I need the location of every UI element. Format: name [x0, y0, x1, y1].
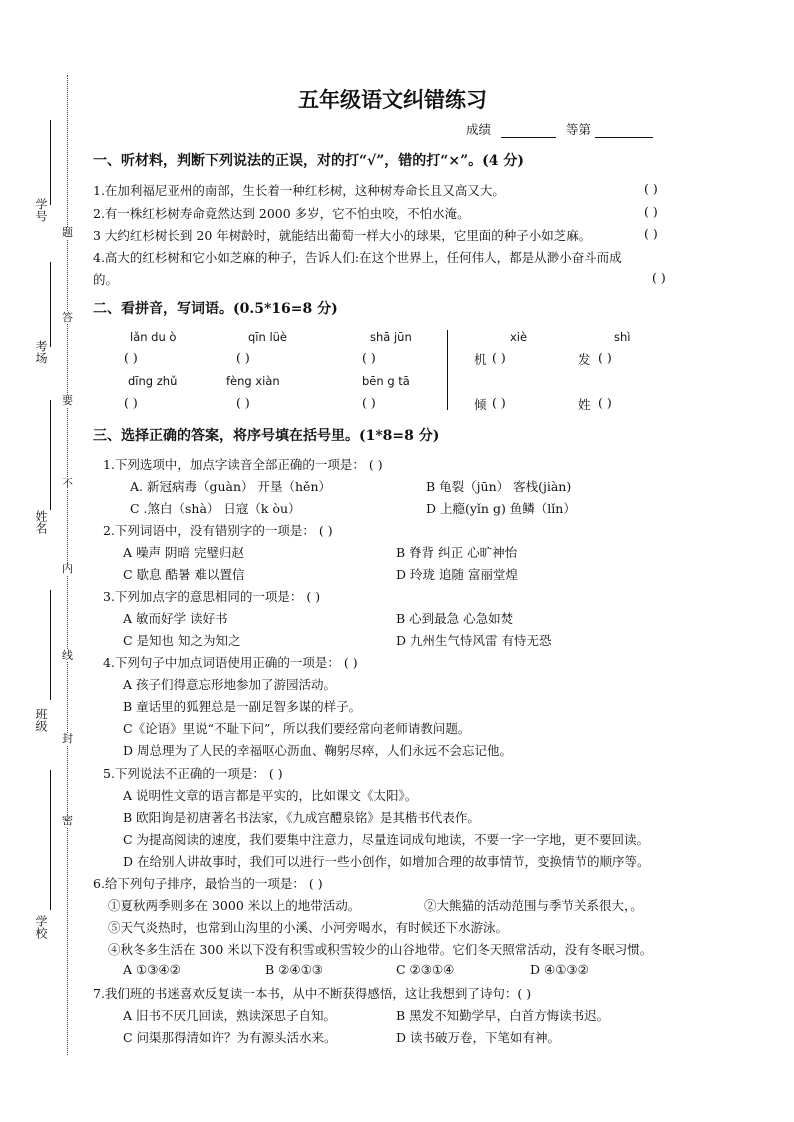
pinyin: bēn g tā	[362, 374, 410, 388]
s1-item: 3 大约红杉树长到 20 年树龄时，就能结出葡萄一样大小的球果，它里面的种子小如芝麻。	[93, 228, 592, 243]
char-label: 倾	[474, 397, 487, 412]
s1-answer-paren[interactable]: ( )	[652, 270, 666, 285]
answer-blank[interactable]: ( )	[362, 350, 376, 365]
q7-option-a[interactable]: A 旧书不厌几回读，熟读深思子自知。	[123, 1008, 337, 1023]
q4-option-d[interactable]: D 周总理为了人民的幸福呕心沥血、鞠躬尽瘁，人们永远不会忘记他。	[123, 743, 512, 758]
q2-option-b[interactable]: B 脊背 纠正 心旷神怡	[396, 545, 518, 560]
section-1-heading: 一、听材料，判断下列说法的正误，对的打“√”，错的打“×”。(4 分)	[93, 153, 525, 169]
seal-char: 线	[62, 649, 73, 662]
seal-char: 封	[62, 732, 73, 745]
q6-sentence: ⑤天气炎热时，也常到山沟里的小溪、小河旁喝水，有时候还下水游泳。	[108, 920, 509, 935]
q3-option-b[interactable]: B 心到最急 心急如焚	[396, 611, 514, 626]
answer-blank[interactable]: ( )	[492, 395, 506, 410]
s1-answer-paren[interactable]: ( )	[644, 204, 658, 219]
question-7: 7.我们班的书迷喜欢反复读一本书，从中不断获得感悟，这让我想到了诗句：( )	[93, 986, 532, 1001]
q4-option-b[interactable]: B 童话里的狐狸总是一副足智多谋的样子。	[123, 699, 362, 714]
pinyin: fèng xiàn	[226, 374, 280, 388]
char-label: 姓	[578, 397, 591, 412]
s1-answer-paren[interactable]: ( )	[644, 181, 658, 196]
exam-room-label: 考场	[34, 340, 48, 364]
question-6: 6.给下列句子排序，最恰当的一项是： ( )	[93, 876, 323, 891]
q3-option-a[interactable]: A 敏而好学 读好书	[123, 611, 228, 626]
s1-answer-paren[interactable]: ( )	[644, 226, 658, 241]
q5-option-b[interactable]: B 欧阳询是初唐著名书法家，《九成宫醴泉铭》是其楷书代表作。	[123, 810, 480, 825]
q2-option-c[interactable]: C 歇息 酷暑 难以置信	[123, 567, 245, 582]
q4-option-a[interactable]: A 孩子们得意忘形地参加了游园活动。	[123, 677, 337, 692]
rank-label: 等第	[565, 122, 591, 137]
score-field	[466, 120, 653, 138]
pinyin: lǎn du ò	[130, 330, 177, 344]
q2-option-a[interactable]: A 噪声 阴暗 完璧归赵	[123, 545, 244, 560]
class-line	[50, 590, 51, 700]
rank-blank[interactable]	[595, 123, 653, 138]
seal-char: 答	[62, 311, 73, 324]
q6-option-b[interactable]: B ②④①③	[265, 962, 323, 977]
q3-option-c[interactable]: C 是知也 知之为知之	[123, 633, 241, 648]
answer-blank[interactable]: ( )	[124, 395, 138, 410]
q5-option-d[interactable]: D 在给别人讲故事时，我们可以进行一些小创作，如增加合理的故事情节，变换情节的顺序等。	[123, 854, 650, 869]
answer-blank[interactable]: ( )	[124, 350, 138, 365]
seal-char: 要	[62, 394, 73, 407]
column-separator	[447, 330, 448, 410]
school-line	[50, 770, 51, 910]
s1-item: 的。	[93, 272, 119, 287]
pinyin: xiè	[510, 330, 528, 344]
page-title: 五年级语文纠错练习	[298, 88, 487, 112]
question-5: 5.下列说法不正确的一项是： ( )	[103, 766, 283, 781]
q6-sentence: ①夏秋两季则多在 3000 米以上的地带活动。	[108, 898, 361, 913]
pinyin: qīn lüè	[248, 330, 287, 344]
answer-blank[interactable]: ( )	[598, 350, 612, 365]
name-label: 姓名	[34, 510, 48, 534]
pinyin: shā jūn	[370, 330, 412, 344]
q6-sentence: ④秋冬多生活在 300 米以下没有积雪或积雪较少的山谷地带。它们冬天照常活动，没有冬眠习惯。	[108, 942, 653, 957]
exam-room-line	[50, 262, 51, 347]
char-label: 发	[578, 352, 591, 367]
seal-char: 密	[62, 814, 73, 827]
answer-blank[interactable]: ( )	[236, 350, 250, 365]
score-blank[interactable]	[501, 123, 556, 138]
q4-option-c[interactable]: C《论语》里说“不耻下问”，所以我们要经常向老师请教问题。	[123, 721, 471, 736]
seal-char: 不	[62, 477, 73, 490]
q3-option-d[interactable]: D 九州生气恃风雷 有恃无恐	[396, 633, 552, 648]
q6-sentence: ②大熊猫的活动范围与季节关系很大，。	[424, 898, 643, 913]
student-number-label: 学号	[34, 198, 48, 222]
q2-option-d[interactable]: D 玲珑 追随 富丽堂煌	[396, 567, 518, 582]
q5-option-a[interactable]: A 说明性文章的语言都是平实的，比如课文《太阳》。	[123, 788, 418, 803]
q1-option-b[interactable]: B 龟裂（jūn） 客栈(jiàn)	[426, 479, 572, 494]
q1-option-a[interactable]: A. 新冠病毒（guàn） 开垦（hěn）	[130, 479, 332, 494]
school-label: 学校	[34, 915, 48, 939]
class-label: 班级	[34, 708, 48, 732]
question-2: 2.下列词语中，没有错别字的一项是： ( )	[103, 523, 333, 538]
q7-option-b[interactable]: B 黑发不知勤学早，白首方悔读书迟。	[396, 1008, 610, 1023]
question-4: 4.下列句子中加点词语使用正确的一项是： ( )	[103, 655, 358, 670]
q7-option-d[interactable]: D 读书破万卷，下笔如有神。	[396, 1030, 560, 1045]
section-2-heading: 二、看拼音，写词语。(0.5*16=8 分)	[93, 301, 338, 317]
answer-blank[interactable]: ( )	[236, 395, 250, 410]
question-1: 1.下列选项中，加点字读音全部正确的一项是： ( )	[103, 457, 383, 472]
answer-blank[interactable]: ( )	[598, 395, 612, 410]
s1-item: 1.在加利福尼亚州的南部，生长着一种红杉树，这种树寿命长且又高又大。	[93, 183, 505, 198]
q6-option-d[interactable]: D ④①③②	[530, 962, 589, 977]
answer-blank[interactable]: ( )	[362, 395, 376, 410]
q7-option-c[interactable]: C 问渠那得清如许？为有源头活水来。	[123, 1030, 337, 1045]
q6-option-c[interactable]: C ②③①④	[396, 962, 455, 977]
q6-option-a[interactable]: A ①③④②	[123, 962, 181, 977]
student-number-line	[50, 120, 51, 205]
score-label: 成绩	[466, 122, 492, 137]
char-label: 机	[474, 352, 487, 367]
s1-item: 4.高大的红杉树和它小如芝麻的种子，告诉人们:在这个世界上，任何伟人，都是从渺小奋斗而成	[93, 250, 622, 265]
pinyin: shì	[614, 330, 631, 344]
q1-option-d[interactable]: D 上瘾(yǐn g) 鱼鳞（lǐn）	[426, 501, 576, 516]
section-3-heading: 三、选择正确的答案，将序号填在括号里。(1*8=8 分)	[93, 428, 440, 444]
name-line	[50, 400, 51, 510]
s1-item: 2.有一株红杉树寿命竟然达到 2000 多岁，它不怕虫咬，不怕水淹。	[93, 206, 470, 221]
pinyin: dīng zhǔ	[128, 374, 178, 388]
question-3: 3.下列加点字的意思相同的一项是： ( )	[103, 589, 321, 604]
seal-char: 内	[62, 562, 73, 575]
q1-option-c[interactable]: C .煞白（shà） 日寇（k òu）	[130, 501, 301, 516]
seal-char: 题	[62, 226, 73, 239]
answer-blank[interactable]: ( )	[492, 350, 506, 365]
q5-option-c[interactable]: C 为提高阅读的速度，我们要集中注意力，尽量连词成句地读，不要一字一字地，更不要回读。	[123, 832, 650, 847]
